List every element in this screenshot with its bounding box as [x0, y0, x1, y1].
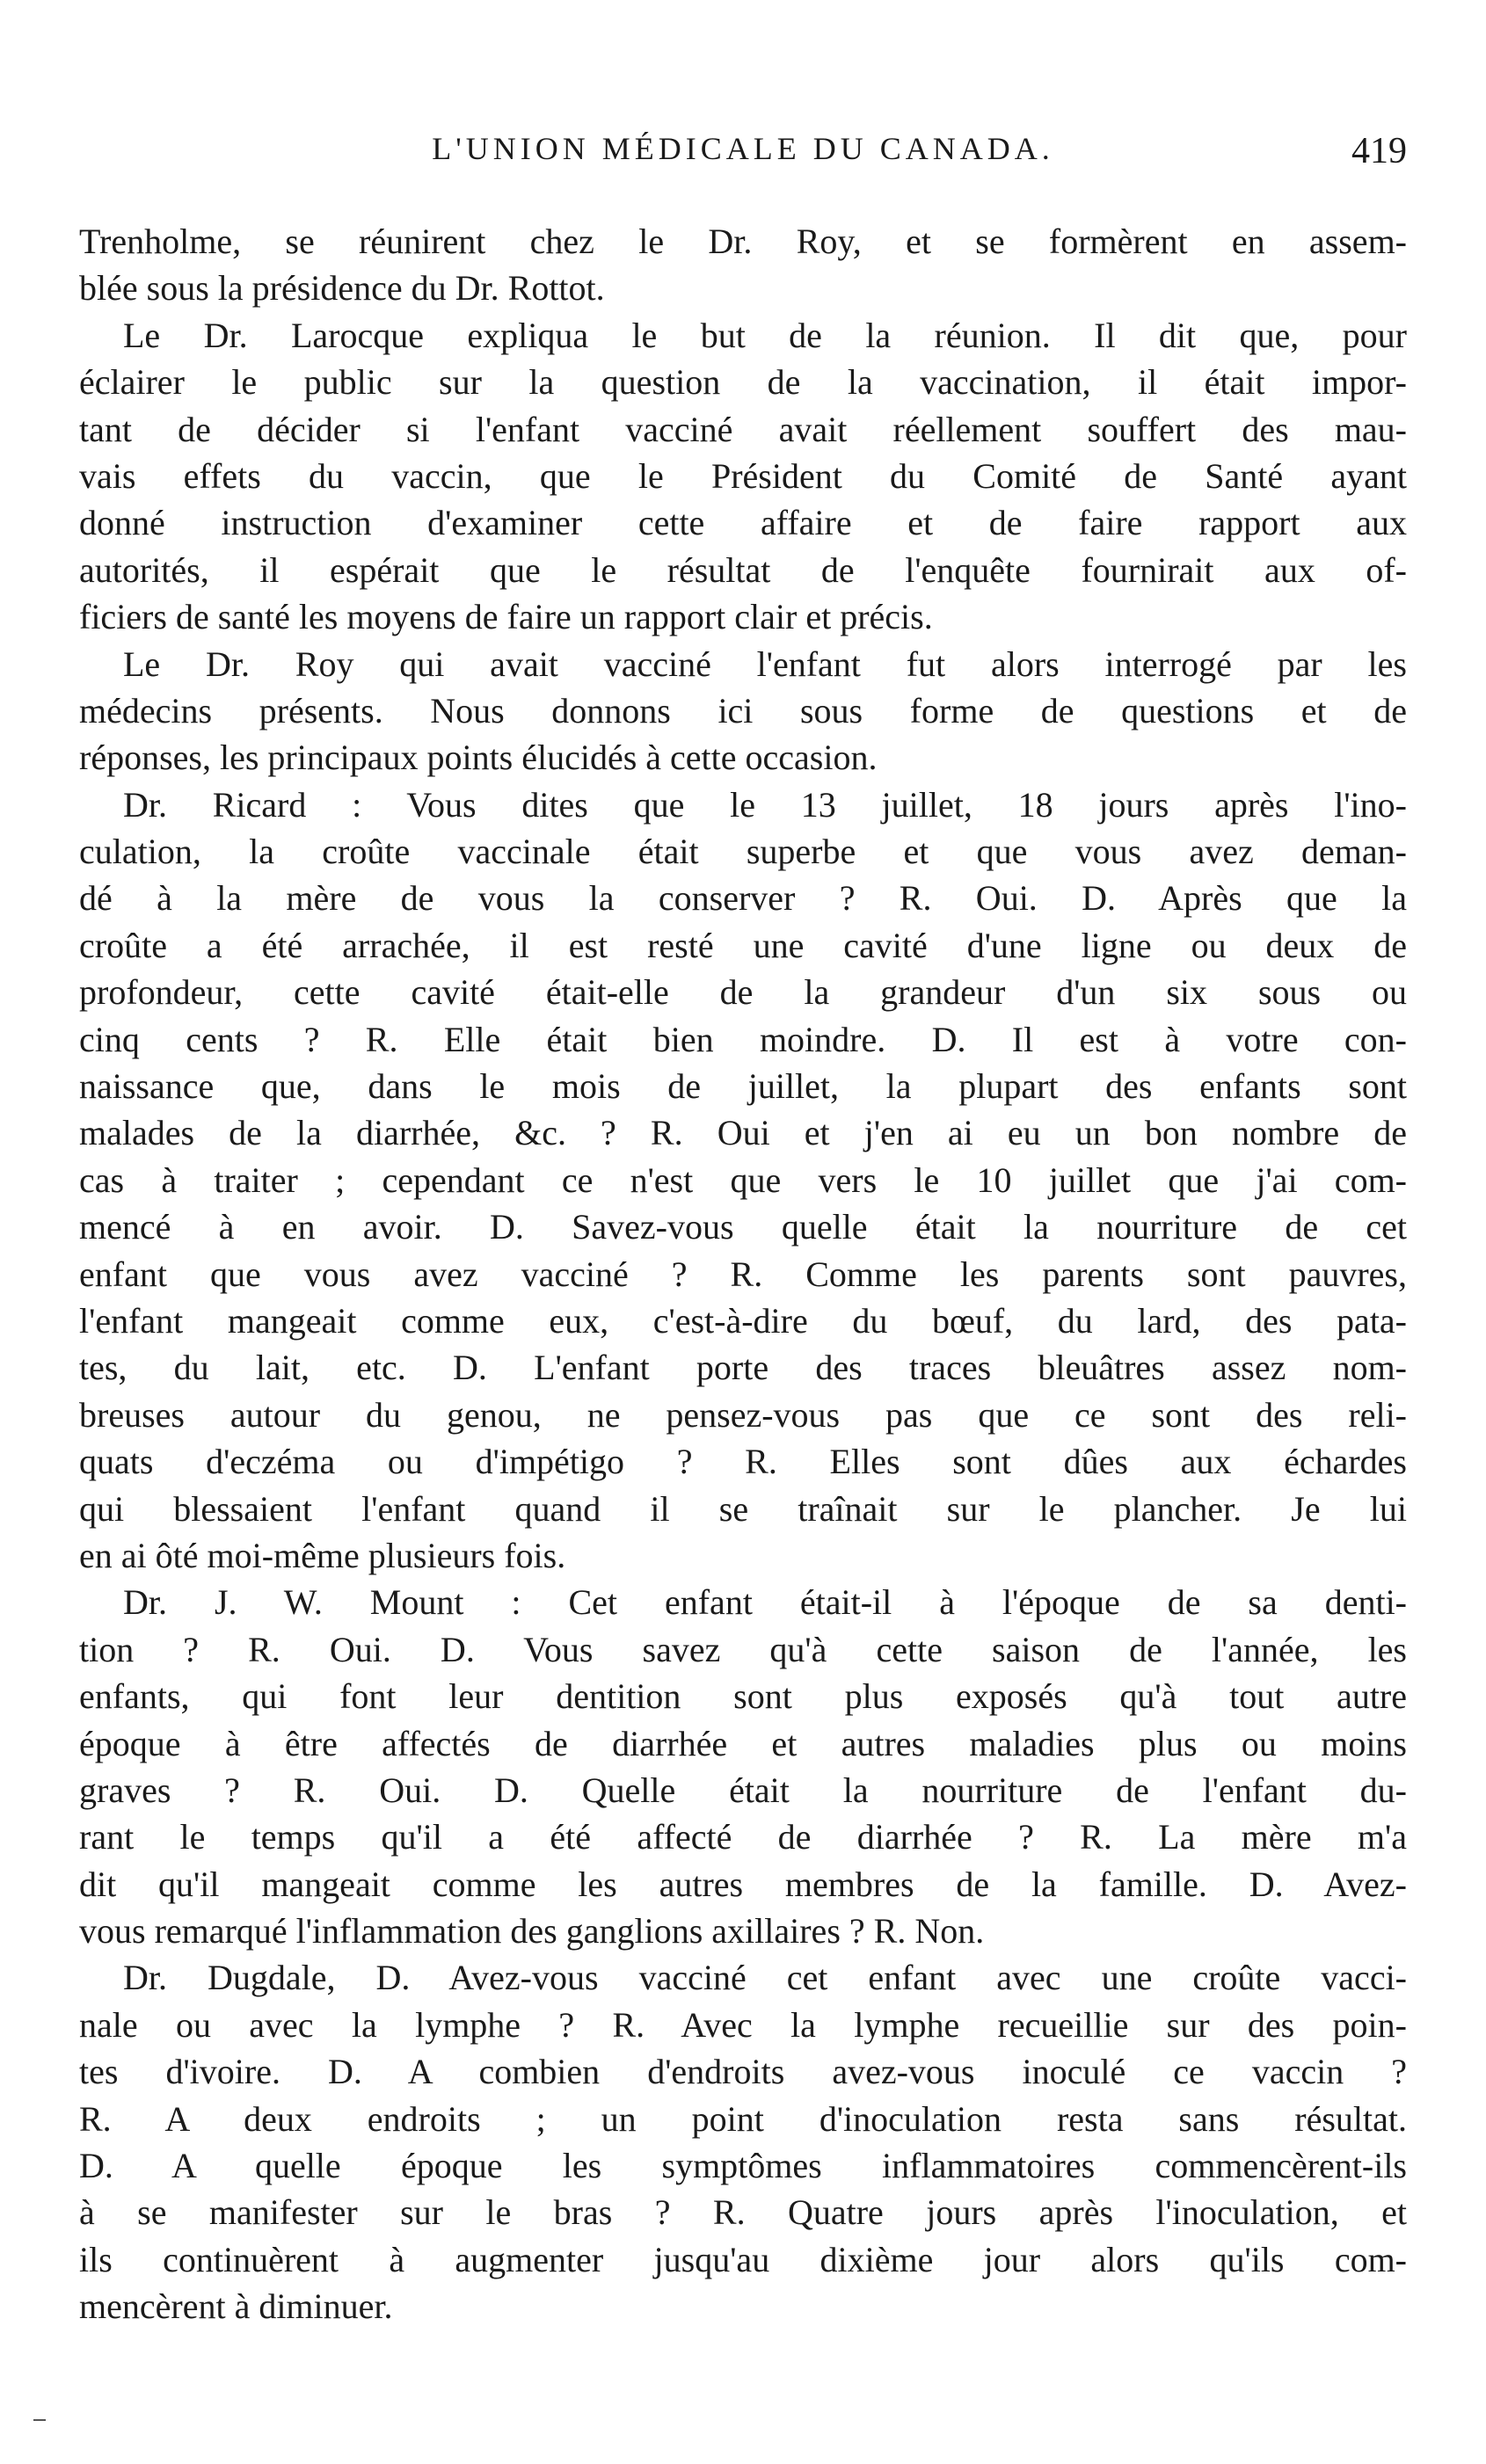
text-line: ils continuèrent à augmenter jusqu'au dixième jour alors qu'ils com-: [79, 2239, 1407, 2279]
text-line: dé à la mère de vous la conserver ? R. Oui. D. Après que la: [79, 878, 1407, 919]
text-line: enfants, qui font leur dentition sont plus exposés qu'à tout autre: [79, 1676, 1407, 1717]
text-line: graves ? R. Oui. D. Quelle était la nourriture de l'enfant du-: [79, 1770, 1407, 1810]
text-line: mencé à en avoir. D. Savez-vous quelle était la nourriture de cet: [79, 1207, 1407, 1247]
margin-mark: [33, 2419, 46, 2421]
text-line: vous remarqué l'inflammation des ganglions axillaires ? R. Non.: [79, 1911, 985, 1952]
text-line: autorités, il espérait que le résultat de l'enquête fournirait aux of-: [79, 549, 1407, 590]
text-line: mencèrent à diminuer.: [79, 2286, 393, 2327]
text-line: dit qu'il mangeait comme les autres membres de la famille. D. Avez-: [79, 1864, 1407, 1904]
text-line: Trenholme, se réunirent chez le Dr. Roy, et se formèrent en assem-: [79, 222, 1407, 261]
text-line: breuses autour du genou, ne pensez-vous pas que ce sont des reli-: [79, 1394, 1407, 1435]
text-line: croûte a été arrachée, il est resté une cavité d'une ligne ou deux de: [79, 925, 1407, 965]
text-line: profondeur, cette cavité était-elle de la grandeur d'un six sous ou: [79, 972, 1407, 1013]
text-line: donné instruction d'examiner cette affaire et de faire rapport aux: [79, 503, 1407, 543]
text-line: époque à être affectés de diarrhée et autres maladies plus ou moins: [79, 1723, 1407, 1763]
text-line: enfant que vous avez vacciné ? R. Comme les parents sont pauvres,: [79, 1254, 1407, 1294]
text-line: ficiers de santé les moyens de faire un rapport clair et précis.: [79, 597, 933, 637]
text-line: naissance que, dans le mois de juillet, la plupart des enfants sont: [79, 1066, 1407, 1107]
text-line: Dr. Dugdale, D. Avez-vous vacciné cet enfant avec une croûte vacci-: [123, 1958, 1407, 1998]
text-line: qui blessaient l'enfant quand il se traînait sur le plancher. Je lui: [79, 1488, 1407, 1529]
text-line: cinq cents ? R. Elle était bien moindre. D. Il est à votre con-: [79, 1019, 1407, 1059]
text-line: malades de la diarrhée, &c. ? R. Oui et j'en ai eu un bon nombre de: [79, 1113, 1407, 1153]
text-line: vais effets du vaccin, que le Président du Comité de Santé ayant: [79, 455, 1407, 496]
text-line: tes, du lait, etc. D. L'enfant porte des traces bleuâtres assez nom-: [79, 1348, 1407, 1388]
text-line: culation, la croûte vaccinale était superbe et que vous avez deman-: [79, 832, 1407, 872]
text-line: Le Dr. Larocque expliqua le but de la réunion. Il dit que, pour: [123, 315, 1407, 355]
text-line: éclairer le public sur la question de la vaccination, il était impor-: [79, 362, 1407, 403]
text-line: médecins présents. Nous donnons ici sous forme de questions et de: [79, 690, 1407, 730]
text-line: R. A deux endroits ; un point d'inoculation resta sans résultat.: [79, 2098, 1407, 2139]
text-line: quats d'eczéma ou d'impétigo ? R. Elles sont dûes aux échardes: [79, 1442, 1407, 1482]
text-line: nale ou avec la lymphe ? R. Avec la lymphe recueillie sur des poin-: [79, 2004, 1407, 2045]
text-line: tes d'ivoire. D. A combien d'endroits avez-vous inoculé ce vaccin ?: [79, 2052, 1407, 2092]
page-number: 419: [1351, 131, 1407, 171]
text-line: Le Dr. Roy qui avait vacciné l'enfant fut alors interrogé par les: [123, 643, 1407, 684]
text-line: cas à traiter ; cependant ce n'est que vers le 10 juillet que j'ai com-: [79, 1159, 1407, 1200]
text-line: l'enfant mangeait comme eux, c'est-à-dire du bœuf, du lard, des pata-: [79, 1300, 1407, 1341]
text-line: Dr. J. W. Mount : Cet enfant était-il à l'époque de sa denti-: [123, 1582, 1407, 1623]
text-line: Dr. Ricard : Vous dites que le 13 juillet, 18 jours après l'ino-: [123, 784, 1407, 825]
text-line: tant de décider si l'enfant vacciné avait réellement souffert des mau-: [79, 409, 1407, 449]
text-line: D. A quelle époque les symptômes inflammatoires commencèrent-ils: [79, 2146, 1407, 2186]
body-text: [79, 218, 1407, 2330]
text-line: en ai ôté moi-même plusieurs fois.: [79, 1535, 566, 1575]
text-line: blée sous la présidence du Dr. Rottot.: [79, 268, 605, 309]
text-line: à se manifester sur le bras ? R. Quatre jours après l'inoculation, et: [79, 2192, 1407, 2233]
running-header: [79, 130, 1407, 183]
text-line: réponses, les principaux points élucidés à cette occasion.: [79, 738, 878, 778]
journal-title: L'UNION MÉDICALE DU CANADA.: [432, 131, 1054, 166]
text-line: rant le temps qu'il a été affecté de diarrhée ? R. La mère m'a: [79, 1817, 1407, 1857]
text-line: tion ? R. Oui. D. Vous savez qu'à cette saison de l'année, les: [79, 1629, 1407, 1669]
